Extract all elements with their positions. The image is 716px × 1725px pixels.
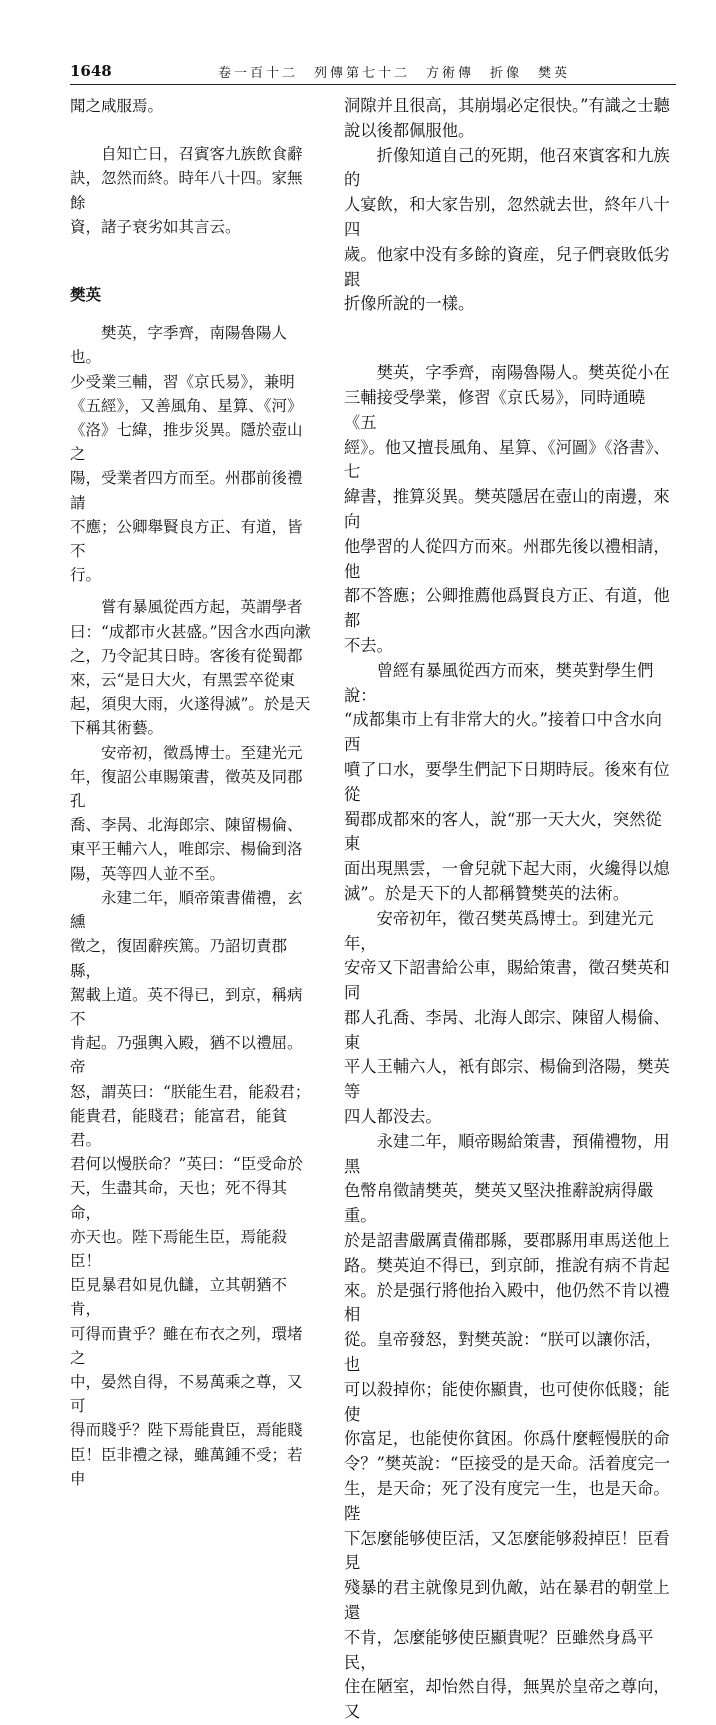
left-paragraph-5: 安帝初，徵爲博士。至建光元 年，復詔公車賜策書，徵英及同郡孔 喬、李昺、北海郎宗、陳留楊倫、 東平王輔六人，唯郎宗、楊倫到洛 陽，英等四人並不至。 — [70, 743, 303, 883]
left-paragraph-4: 嘗有暴風從西方起，英謂學者 曰：“成都市火甚盛。”因含水西向漱 之，乃令記其日時。客後有從蜀都 來，云“是日大火，有黑雲卒從東 起，須臾大雨，火遂得滅”。於是天 下稱其術藝。 — [70, 598, 311, 738]
page-number: 1648 — [70, 62, 112, 80]
left-paragraph-2: 自知亡日，召賓客九族飲食辭 訣，忽然而終。時年八十四。家無餘 資，諸子衰劣如其言云。 — [70, 145, 303, 236]
right-paragraph-1: 洞隙并且很高，其崩塌必定很快。”有識之士聽 說以後都佩服他。 — [344, 96, 670, 140]
right-paragraph-5: 安帝初年，徵召樊英爲博士。到建光元年， 安帝又下詔書給公車，賜給策書，徵召樊英和同 郡人孔喬、李昺、北海人郎宗、陳留人楊倫、東 平人王輔六人，衹有郎宗、楊倫到洛陽，樊英等 四人都没去。 — [344, 908, 670, 1127]
classical-text-column — [70, 94, 314, 1491]
right-paragraph-3: 樊英，字季齊，南陽魯陽人。樊英從小在 三輔接受學業，修習《京氏易》，同時通曉《五 經》。他又擅長風角、星算、《河圖》《洛書》、七 緯書，推算災異。樊英隱居在壺山的南邊，來向 他學習的人從四方而來。州郡先後以禮相請，他 都不答應；公卿推薦他爲賢良方正、有道，他都 不去。 — [344, 363, 670, 655]
running-title: 卷一百十二 列傳第七十二 方術傳 折像 樊英 — [218, 66, 571, 81]
translation-column — [344, 94, 677, 1725]
left-paragraph-1: 聞之咸服焉。 — [70, 97, 164, 115]
left-paragraph-3: 樊英，字季齊，南陽魯陽人也。 少受業三輔，習《京氏易》，兼明 《五經》，又善風角、星算、《河》 《洛》七緯，推步災異。隱於壺山之 陽，受業者四方而至。州郡前後禮請 不應；公卿舉賢良方正、有道，皆不 行。 — [70, 324, 303, 585]
right-paragraph-6: 永建二年，順帝賜給策書，預備禮物，用黑 色幣帛徵請樊英，樊英又堅決推辭說病得嚴重。 於是詔書嚴厲責備郡縣，要郡縣用車馬送他上 路。樊英迫不得已，到京師，推說有病不肯起 來。於是强行將他抬入殿中，他仍然不肯以禮相 從。皇帝發怒，對樊英說：“朕可以讓你活，也 可以殺掉你；能使你顯貴，也可使你低賤；能使 你富足，也能使你貧困。你爲什麼輕慢朕的命 令？”樊英說：“臣接受的是天命。活着度完一 生，是天命；死了没有度完一生，也是天命。陛 下怎麼能够使臣活，又怎麼能够殺掉臣！臣看見 殘暴的君主就像見到仇敵，站在暴君的朝堂上還 不肯，怎麼能够使臣顯貴呢？臣雖然身爲平民， 住在陋室，却怡然自得，無異於皇帝之尊向，又 — [344, 1131, 670, 1722]
right-paragraph-4: 曾經有暴風從西方而來，樊英對學生們說： “成都集市上有非常大的火。”接着口中含水向西 噴了口水，要學生們記下日期時辰。後來有位從 蜀郡成都來的客人，說“那一天大火，突然從東 面出現黑雲，一會兒就下起大雨，火纔得以熄 滅”。於是天下的人都稱贊樊英的法術。 — [344, 660, 670, 903]
left-paragraph-6: 永建二年，順帝策書備禮，玄纁 徵之，復固辭疾篤。乃詔切責郡縣， 駕載上道。英不得已，到京，稱病不 肯起。乃强輿入殿，猶不以禮屈。帝 怒，謂英曰：“朕能生君，能殺君； 能貴君，能賤君；能富君，能貧君。 君何以慢朕命？”英曰：“臣受命於 天，生盡其命，天也；死不得其命， 亦天也。陛下焉能生臣，焉能殺臣！ 臣見暴君如見仇讎，立其朝猶不肯， 可得而貴乎？雖在布衣之列，環堵之 中，晏然自得，不易萬乘之尊，又可 得而賤乎？陛下焉能貴臣，焉能賤 臣！臣非禮之禄，雖萬鍾不受；若申 — [70, 888, 311, 1488]
right-paragraph-2: 折像知道自己的死期，他召來賓客和九族的 人宴飲，和大家告别，忽然就去世，終年八十四 歲。他家中没有多餘的資産，兒子們衰敗低劣跟 折像所說的一樣。 — [344, 145, 670, 314]
section-heading: 樊英 — [70, 286, 102, 305]
header-rule — [70, 84, 676, 85]
page-header — [70, 60, 676, 84]
